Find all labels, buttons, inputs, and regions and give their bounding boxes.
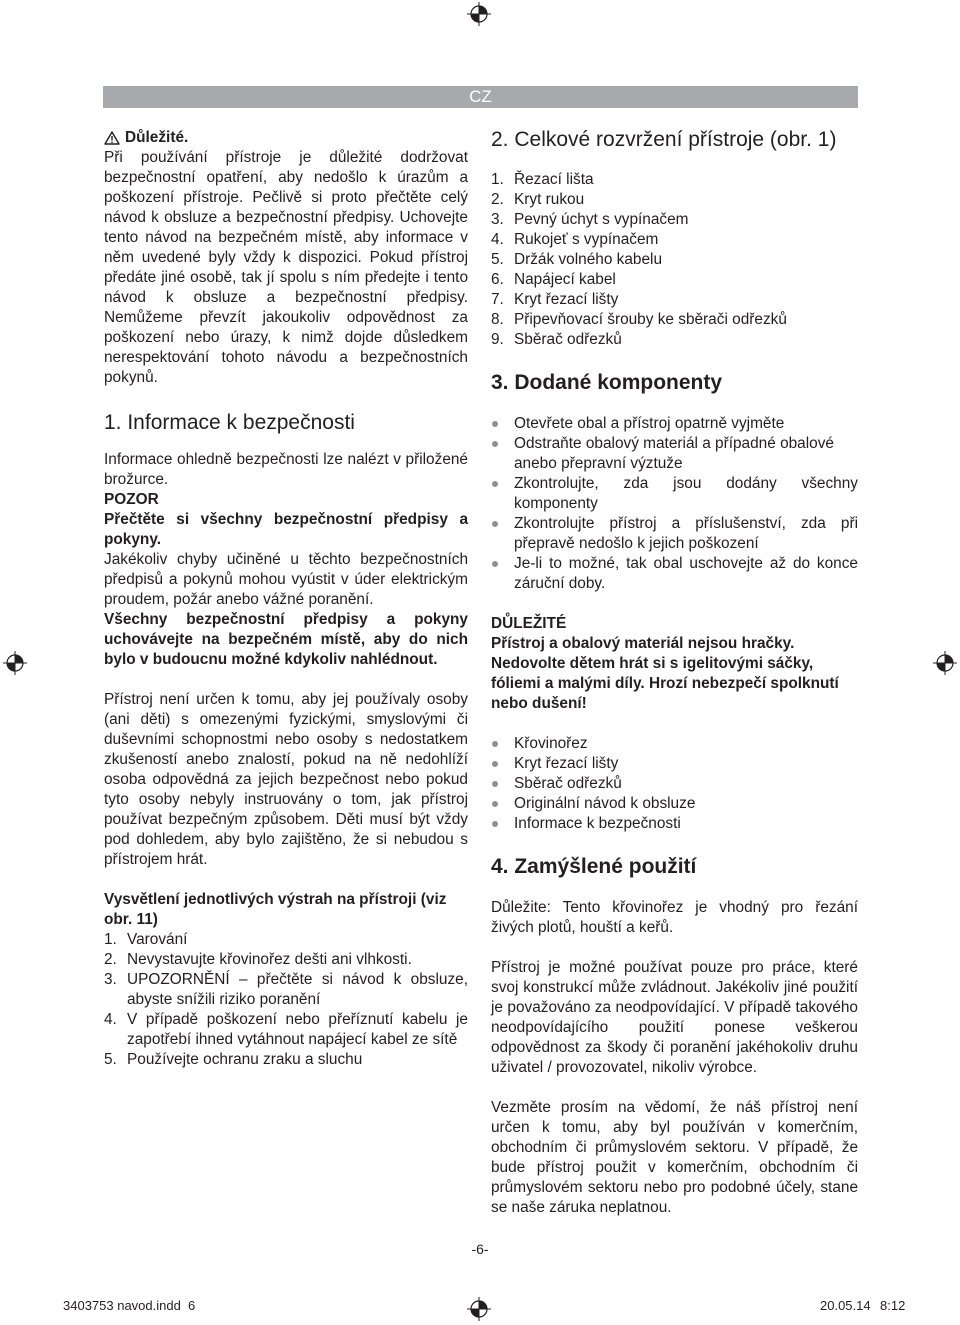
- important-title: Důležité.: [125, 129, 189, 146]
- list-item: Je-li to možné, tak obal uschovejte až do konce záruční doby.: [491, 554, 858, 594]
- list-item: Zkontrolujte, zda jsou dodány všechny komponenty: [491, 474, 858, 514]
- bullet-dot-icon: [491, 774, 514, 794]
- warnings-title: Vysvětlení jednotlivých výstrah na přístroji (viz obr. 11): [104, 891, 447, 928]
- bullet-dot-icon: [491, 414, 514, 434]
- list-item: Informace k bezpečnosti: [491, 814, 858, 834]
- list-item: 5. Používejte ochranu zraku a sluchu: [104, 1051, 363, 1068]
- list-item: 3. UPOZORNĚNÍ – přečtěte si návod k obsluze, abyste snížili riziko poranění: [104, 971, 468, 1008]
- footer-file-name: 3403753 navod.indd: [63, 1298, 181, 1313]
- list-item: Sběrač odřezků: [491, 774, 858, 794]
- list-item: Originální návod k obsluze: [491, 794, 858, 814]
- bullet-dot-icon: [491, 754, 514, 774]
- footer-date: 20.05.14: [820, 1298, 871, 1313]
- caution-text: Přečtěte si všechny bezpečnostní předpisy a pokyny.: [104, 511, 468, 548]
- list-item: Kryt řezací lišty: [491, 754, 858, 774]
- list-item: 8. Připevňovací šrouby ke sběrači odřezků: [491, 311, 787, 328]
- footer-file-page: 6: [188, 1298, 196, 1313]
- bullet-dot-icon: [491, 434, 514, 474]
- registration-mark-icon: [467, 1297, 491, 1321]
- registration-mark-icon: [933, 651, 957, 675]
- list-item: 1. Varování: [104, 931, 188, 948]
- registration-mark-icon: [3, 651, 27, 675]
- section-3-title: 3. Dodané komponenty: [491, 371, 723, 394]
- bullet-dot-icon: [491, 514, 514, 554]
- unpack-steps-list: [491, 414, 858, 594]
- section-4-title: 4. Zamýšlené použití: [491, 855, 697, 878]
- registration-mark-icon: [467, 2, 491, 26]
- list-item: Odstraňte obalový materiál a případné obalové anebo přepravní výztuže: [491, 434, 858, 474]
- bullet-dot-icon: [491, 554, 514, 594]
- language-label: CZ: [469, 87, 492, 106]
- important-text: Přístroj a obalový materiál nejsou hračky. Nedovolte dětem hrát si s igelitovými sáčky, fóliemi a malými díly. Hrozí nebezpečí spolknutí nebo dušení!: [491, 635, 839, 712]
- list-item: 7. Kryt řezací lišty: [491, 291, 619, 308]
- page-number: -6-: [471, 1241, 489, 1257]
- list-item: 9. Sběrač odřezků: [491, 331, 622, 348]
- components-list: [491, 734, 858, 834]
- bullet-dot-icon: [491, 734, 514, 754]
- bullet-dot-icon: [491, 814, 514, 834]
- caution-warning: Jakékoliv chyby učiněné u těchto bezpečnostních předpisů a pokynů mohou vyústit v úder elektrickým proudem, požár anebo vážné poranění.: [104, 551, 468, 608]
- bullet-dot-icon: [491, 474, 514, 514]
- section-2-title: 2. Celkové rozvržení přístroje (obr. 1): [491, 128, 837, 151]
- important-heading: [104, 128, 468, 148]
- parts-list: [491, 170, 858, 350]
- intended-use-paragraph: Přístroj je možné používat pouze pro práce, které svoj konstrukcí může zvládnout. Jakékoliv jiné použití je považováno za neodpovídající. V případě takového neodpovídajícího použití ponese veškerou odpovědnost za škody či poranění jakéhokoliv druhu uživatel / provozovatel, nikoliv výrobce.: [491, 959, 858, 1076]
- list-item: Křovinořez: [491, 734, 858, 754]
- list-item: 5. Držák volného kabelu: [491, 251, 663, 268]
- list-item: 6. Napájecí kabel: [491, 271, 616, 288]
- caution-label: POZOR: [104, 491, 159, 508]
- list-item: 3. Pevný úchyt s vypínačem: [491, 211, 689, 228]
- left-column: [104, 128, 468, 1070]
- list-item: 2. Kryt rukou: [491, 191, 585, 208]
- important-caps-label: DŮLEŽITÉ: [491, 615, 567, 632]
- warnings-list: [104, 930, 468, 1070]
- not-intended-paragraph: Přístroj není určen k tomu, aby jej používaly osoby (ani děti) s omezenými fyzickými, smyslovými či duševními schopnostmi nebo osoby s nedostatkem zkušeností anebo znalostí, pokud na ně nedohlíží osoba odpovědná za jejich bezpečnost nebo pokud tyto osoby nebyly instruovány o tom, jak přístroj používat bezpečným způsobem. Děti musí být vždy pod dohledem, aby bylo zajištěno, že si nebudou s přístrojem hrát.: [104, 691, 468, 868]
- intended-use-important: Důležite: Tento křovinořez je vhodný pro řezání živých plotů, houští a keřů.: [491, 899, 858, 936]
- list-item: Zkontrolujte přístroj a příslušenství, zda při přepravě nedošlo k jejich poškození: [491, 514, 858, 554]
- footer-time: 8:12: [880, 1298, 906, 1313]
- list-item: 1. Řezací lišta: [491, 171, 594, 188]
- intro-paragraph: Při používání přístroje je důležité dodržovat bezpečnostní opatření, aby nedošlo k úrazům a poškození přístroje. Pečlivě si proto přečtěte celý návod k obsluze a bezpečnostní předpisy. Uchovejte tento návod na bezpečném místě, aby informace v něm uvedené byly vždy k dispozici. Pokud přístroj předáte jiné osobě, tak jí spolu s ním předejte i tento návod k obsluze a bezpečnostní předpisy. Nemůžeme převzít jakoukoliv odpovědnost za poškození nebo úrazy, k nimž dojde důsledkem nerespektování tohoto návodu a bezpečnostních pokynů.: [104, 149, 468, 386]
- section-1-title: 1. Informace k bezpečnosti: [104, 411, 355, 434]
- warning-triangle-icon: [104, 131, 120, 145]
- bullet-dot-icon: [491, 794, 514, 814]
- language-bar: [103, 86, 858, 108]
- list-item: 2. Nevystavujte křovinořez dešti ani vlhkosti.: [104, 951, 412, 968]
- list-item: Otevřete obal a přístroj opatrně vyjměte: [491, 414, 858, 434]
- right-column: [491, 128, 858, 1218]
- keep-safe-text: Všechny bezpečnostní předpisy a pokyny uchovávejte na bezpečném místě, aby do nich bylo v budoucnu možné kdykoliv nahlédnout.: [104, 611, 468, 668]
- list-item: 4. Rukojeť s vypínačem: [491, 231, 659, 248]
- list-item: 4. V případě poškození nebo přeříznutí kabelu je zapotřebí ihned vytáhnout napájecí kabel ze sítě: [104, 1011, 468, 1048]
- safety-info-text: Informace ohledně bezpečnosti lze nalézt v přiložené brožurce.: [104, 451, 468, 488]
- commercial-use-paragraph: Vezměte prosím na vědomí, že náš přístroj není určen k tomu, aby byl používán v komerčním, obchodním či průmyslovém sektoru. V případě, že bude přístroj použit v komerčním, obchodním či průmyslovém sektoru nebo pro podobné účely, stane se naše záruka neplatnou.: [491, 1099, 858, 1216]
